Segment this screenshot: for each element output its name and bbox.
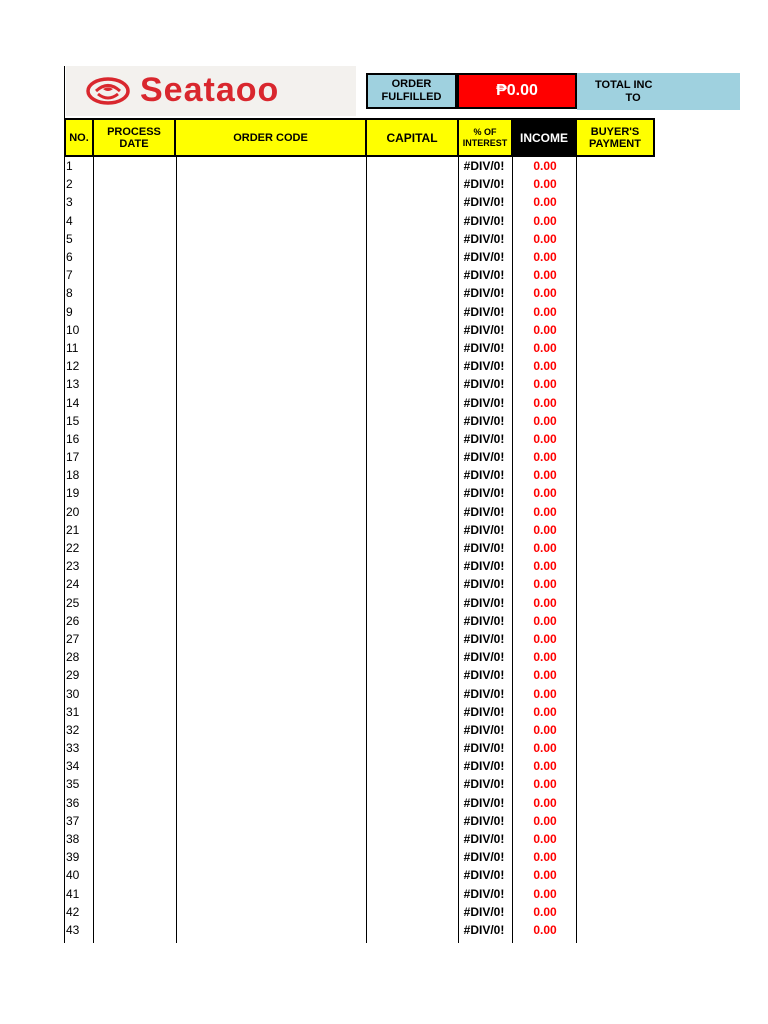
row-number[interactable]: 5 <box>66 231 73 246</box>
row-number[interactable]: 19 <box>66 486 80 501</box>
interest-cell[interactable]: #DIV/0! <box>463 304 505 319</box>
interest-cell[interactable]: #DIV/0! <box>463 286 505 301</box>
interest-cell[interactable]: #DIV/0! <box>463 832 505 847</box>
interest-cell[interactable]: #DIV/0! <box>463 177 505 192</box>
row-number[interactable]: 29 <box>66 668 80 683</box>
table-row <box>64 903 655 921</box>
table-row <box>64 193 655 211</box>
col-income-label: INCOME <box>520 130 568 145</box>
interest-cell[interactable]: #DIV/0! <box>463 486 505 501</box>
table-row <box>64 739 655 757</box>
income-cell[interactable]: 0.00 <box>533 759 557 774</box>
interest-cell[interactable]: #DIV/0! <box>463 231 505 246</box>
interest-cell[interactable]: #DIV/0! <box>463 686 505 701</box>
col-no-header[interactable] <box>64 118 94 157</box>
row-number[interactable]: 24 <box>66 577 80 592</box>
income-cell[interactable]: 0.00 <box>533 650 557 665</box>
col-buyers-payment-label: BUYER'S PAYMENT <box>589 125 641 150</box>
interest-cell[interactable]: #DIV/0! <box>463 195 505 210</box>
income-cell[interactable]: 0.00 <box>533 322 557 337</box>
col-buyers-payment-header[interactable] <box>577 118 655 157</box>
income-cell[interactable]: 0.00 <box>533 250 557 265</box>
table-row <box>64 503 655 521</box>
row-number[interactable]: 15 <box>66 413 80 428</box>
row-number[interactable]: 28 <box>66 650 80 665</box>
income-cell[interactable]: 0.00 <box>533 304 557 319</box>
table-row <box>64 612 655 630</box>
row-number[interactable]: 40 <box>66 868 80 883</box>
interest-cell[interactable]: #DIV/0! <box>463 522 505 537</box>
income-cell[interactable]: 0.00 <box>533 850 557 865</box>
income-cell[interactable]: 0.00 <box>533 922 557 937</box>
interest-cell[interactable]: #DIV/0! <box>463 704 505 719</box>
interest-cell[interactable]: #DIV/0! <box>463 450 505 465</box>
interest-cell[interactable]: #DIV/0! <box>463 722 505 737</box>
row-number[interactable]: 16 <box>66 431 80 446</box>
row-number[interactable]: 43 <box>66 922 80 937</box>
interest-cell[interactable]: #DIV/0! <box>463 631 505 646</box>
table-row <box>64 757 655 775</box>
col-order-code-header[interactable] <box>176 118 367 157</box>
interest-cell[interactable]: #DIV/0! <box>463 813 505 828</box>
income-cell[interactable]: 0.00 <box>533 359 557 374</box>
interest-cell[interactable]: #DIV/0! <box>463 213 505 228</box>
order-fulfilled-label <box>366 73 457 109</box>
income-cell[interactable]: 0.00 <box>533 577 557 592</box>
row-number[interactable]: 4 <box>66 213 73 228</box>
interest-cell[interactable]: #DIV/0! <box>463 922 505 937</box>
income-cell[interactable]: 0.00 <box>533 431 557 446</box>
interest-cell[interactable]: #DIV/0! <box>463 668 505 683</box>
order-fulfilled-text: ORDER FULFILLED <box>381 78 442 103</box>
income-cell[interactable]: 0.00 <box>533 195 557 210</box>
table-row <box>64 575 655 593</box>
amount-value: ₱0.00 <box>496 82 538 99</box>
income-cell[interactable]: 0.00 <box>533 541 557 556</box>
row-number[interactable]: 34 <box>66 759 80 774</box>
row-number[interactable]: 6 <box>66 250 73 265</box>
table-row <box>64 393 655 411</box>
interest-cell[interactable]: #DIV/0! <box>463 322 505 337</box>
table-row <box>64 303 655 321</box>
interest-cell[interactable]: #DIV/0! <box>463 886 505 901</box>
income-cell[interactable]: 0.00 <box>533 686 557 701</box>
interest-cell[interactable]: #DIV/0! <box>463 431 505 446</box>
table-row <box>64 357 655 375</box>
row-number[interactable]: 37 <box>66 813 80 828</box>
table-row <box>64 284 655 302</box>
table-row <box>64 666 655 684</box>
row-number[interactable]: 25 <box>66 595 80 610</box>
interest-cell[interactable]: #DIV/0! <box>463 268 505 283</box>
row-number[interactable]: 26 <box>66 613 80 628</box>
interest-cell[interactable]: #DIV/0! <box>463 577 505 592</box>
interest-cell[interactable]: #DIV/0! <box>463 613 505 628</box>
income-cell[interactable]: 0.00 <box>533 704 557 719</box>
row-number[interactable]: 36 <box>66 795 80 810</box>
income-cell[interactable]: 0.00 <box>533 631 557 646</box>
table-row <box>64 630 655 648</box>
table-row <box>64 430 655 448</box>
table-row <box>64 830 655 848</box>
interest-cell[interactable]: #DIV/0! <box>463 795 505 810</box>
table-row <box>64 212 655 230</box>
income-cell[interactable]: 0.00 <box>533 286 557 301</box>
table-row <box>64 684 655 702</box>
table-row <box>64 157 655 175</box>
table-body <box>64 157 655 939</box>
row-number[interactable]: 10 <box>66 322 80 337</box>
table-row <box>64 539 655 557</box>
seataoo-logo-icon <box>86 76 130 106</box>
col-process-date-label: PROCESS DATE <box>107 125 161 150</box>
table-row <box>64 321 655 339</box>
income-cell[interactable]: 0.00 <box>533 595 557 610</box>
interest-cell[interactable]: #DIV/0! <box>463 777 505 792</box>
table-header <box>64 118 655 157</box>
row-number[interactable]: 18 <box>66 468 80 483</box>
income-cell[interactable]: 0.00 <box>533 722 557 737</box>
row-number[interactable]: 7 <box>66 268 73 283</box>
income-cell[interactable]: 0.00 <box>533 795 557 810</box>
row-number[interactable]: 23 <box>66 559 80 574</box>
income-cell[interactable]: 0.00 <box>533 450 557 465</box>
table-row <box>64 230 655 248</box>
income-cell[interactable]: 0.00 <box>533 377 557 392</box>
interest-cell[interactable]: #DIV/0! <box>463 850 505 865</box>
income-cell[interactable]: 0.00 <box>533 522 557 537</box>
row-number[interactable]: 17 <box>66 450 80 465</box>
interest-cell[interactable]: #DIV/0! <box>463 904 505 919</box>
row-number[interactable]: 32 <box>66 722 80 737</box>
total-income-text: TOTAL INC TO <box>595 78 653 104</box>
interest-cell[interactable]: #DIV/0! <box>463 340 505 355</box>
interest-cell[interactable]: #DIV/0! <box>463 395 505 410</box>
table-row <box>64 721 655 739</box>
table-row <box>64 375 655 393</box>
income-cell[interactable]: 0.00 <box>533 159 557 174</box>
table-row <box>64 412 655 430</box>
interest-cell[interactable]: #DIV/0! <box>463 359 505 374</box>
table-row <box>64 248 655 266</box>
row-number[interactable]: 27 <box>66 631 80 646</box>
row-number[interactable]: 22 <box>66 541 80 556</box>
row-number[interactable]: 3 <box>66 195 73 210</box>
col-process-date-header[interactable] <box>94 118 176 157</box>
table-row <box>64 484 655 502</box>
interest-cell[interactable]: #DIV/0! <box>463 468 505 483</box>
table-row <box>64 521 655 539</box>
interest-cell[interactable]: #DIV/0! <box>463 759 505 774</box>
col-interest-label: % OF INTEREST <box>462 126 508 148</box>
interest-cell[interactable]: #DIV/0! <box>463 868 505 883</box>
interest-cell[interactable]: #DIV/0! <box>463 250 505 265</box>
row-number[interactable]: 33 <box>66 741 80 756</box>
income-cell[interactable]: 0.00 <box>533 177 557 192</box>
col-interest-header[interactable] <box>459 118 513 157</box>
income-cell[interactable]: 0.00 <box>533 340 557 355</box>
income-cell[interactable]: 0.00 <box>533 777 557 792</box>
table-row <box>64 339 655 357</box>
income-cell[interactable]: 0.00 <box>533 504 557 519</box>
table-row <box>64 812 655 830</box>
table-row <box>64 175 655 193</box>
table-row <box>64 885 655 903</box>
income-cell[interactable]: 0.00 <box>533 613 557 628</box>
row-number[interactable]: 9 <box>66 304 73 319</box>
row-number[interactable]: 1 <box>66 159 73 174</box>
table-row <box>64 866 655 884</box>
table-row <box>64 557 655 575</box>
col-capital-header[interactable] <box>367 118 459 157</box>
interest-cell[interactable]: #DIV/0! <box>463 741 505 756</box>
income-cell[interactable]: 0.00 <box>533 832 557 847</box>
row-number[interactable]: 41 <box>66 886 80 901</box>
row-number[interactable]: 2 <box>66 177 73 192</box>
table-row <box>64 266 655 284</box>
row-number[interactable]: 14 <box>66 395 80 410</box>
row-number[interactable]: 13 <box>66 377 80 392</box>
table-row <box>64 594 655 612</box>
interest-cell[interactable]: #DIV/0! <box>463 377 505 392</box>
row-number[interactable]: 39 <box>66 850 80 865</box>
order-fulfilled-amount[interactable] <box>457 73 577 109</box>
row-number[interactable]: 35 <box>66 777 80 792</box>
brand-name: Seataoo <box>140 71 280 109</box>
interest-cell[interactable]: #DIV/0! <box>463 541 505 556</box>
table-row <box>64 703 655 721</box>
income-cell[interactable]: 0.00 <box>533 468 557 483</box>
row-number[interactable]: 8 <box>66 286 73 301</box>
income-cell[interactable]: 0.00 <box>533 486 557 501</box>
col-income-header[interactable] <box>513 118 577 157</box>
income-cell[interactable]: 0.00 <box>533 668 557 683</box>
table-row <box>64 775 655 793</box>
row-number[interactable]: 38 <box>66 832 80 847</box>
row-number[interactable]: 42 <box>66 904 80 919</box>
row-number[interactable]: 30 <box>66 686 80 701</box>
income-cell[interactable]: 0.00 <box>533 868 557 883</box>
income-cell[interactable]: 0.00 <box>533 413 557 428</box>
table-row <box>64 466 655 484</box>
row-number[interactable]: 12 <box>66 359 80 374</box>
col-order-code-label: ORDER CODE <box>233 131 308 144</box>
col-no-label: NO. <box>69 131 89 144</box>
income-cell[interactable]: 0.00 <box>533 741 557 756</box>
income-cell[interactable]: 0.00 <box>533 213 557 228</box>
interest-cell[interactable]: #DIV/0! <box>463 595 505 610</box>
interest-cell[interactable]: #DIV/0! <box>463 650 505 665</box>
income-cell[interactable]: 0.00 <box>533 904 557 919</box>
income-cell[interactable]: 0.00 <box>533 395 557 410</box>
col-capital-label: CAPITAL <box>386 130 438 145</box>
row-number[interactable]: 31 <box>66 704 80 719</box>
interest-cell[interactable]: #DIV/0! <box>463 413 505 428</box>
seataoo-logo <box>66 66 356 116</box>
income-cell[interactable]: 0.00 <box>533 268 557 283</box>
table-row <box>64 648 655 666</box>
row-number[interactable]: 20 <box>66 504 80 519</box>
interest-cell[interactable]: #DIV/0! <box>463 559 505 574</box>
table-row <box>64 448 655 466</box>
income-cell[interactable]: 0.00 <box>533 231 557 246</box>
total-income-label <box>577 73 740 110</box>
row-number[interactable]: 11 <box>66 340 79 355</box>
table-row <box>64 921 655 939</box>
interest-cell[interactable]: #DIV/0! <box>463 159 505 174</box>
income-cell[interactable]: 0.00 <box>533 559 557 574</box>
interest-cell[interactable]: #DIV/0! <box>463 504 505 519</box>
table-row <box>64 794 655 812</box>
row-number[interactable]: 21 <box>66 522 80 537</box>
income-cell[interactable]: 0.00 <box>533 813 557 828</box>
income-cell[interactable]: 0.00 <box>533 886 557 901</box>
table-row <box>64 848 655 866</box>
